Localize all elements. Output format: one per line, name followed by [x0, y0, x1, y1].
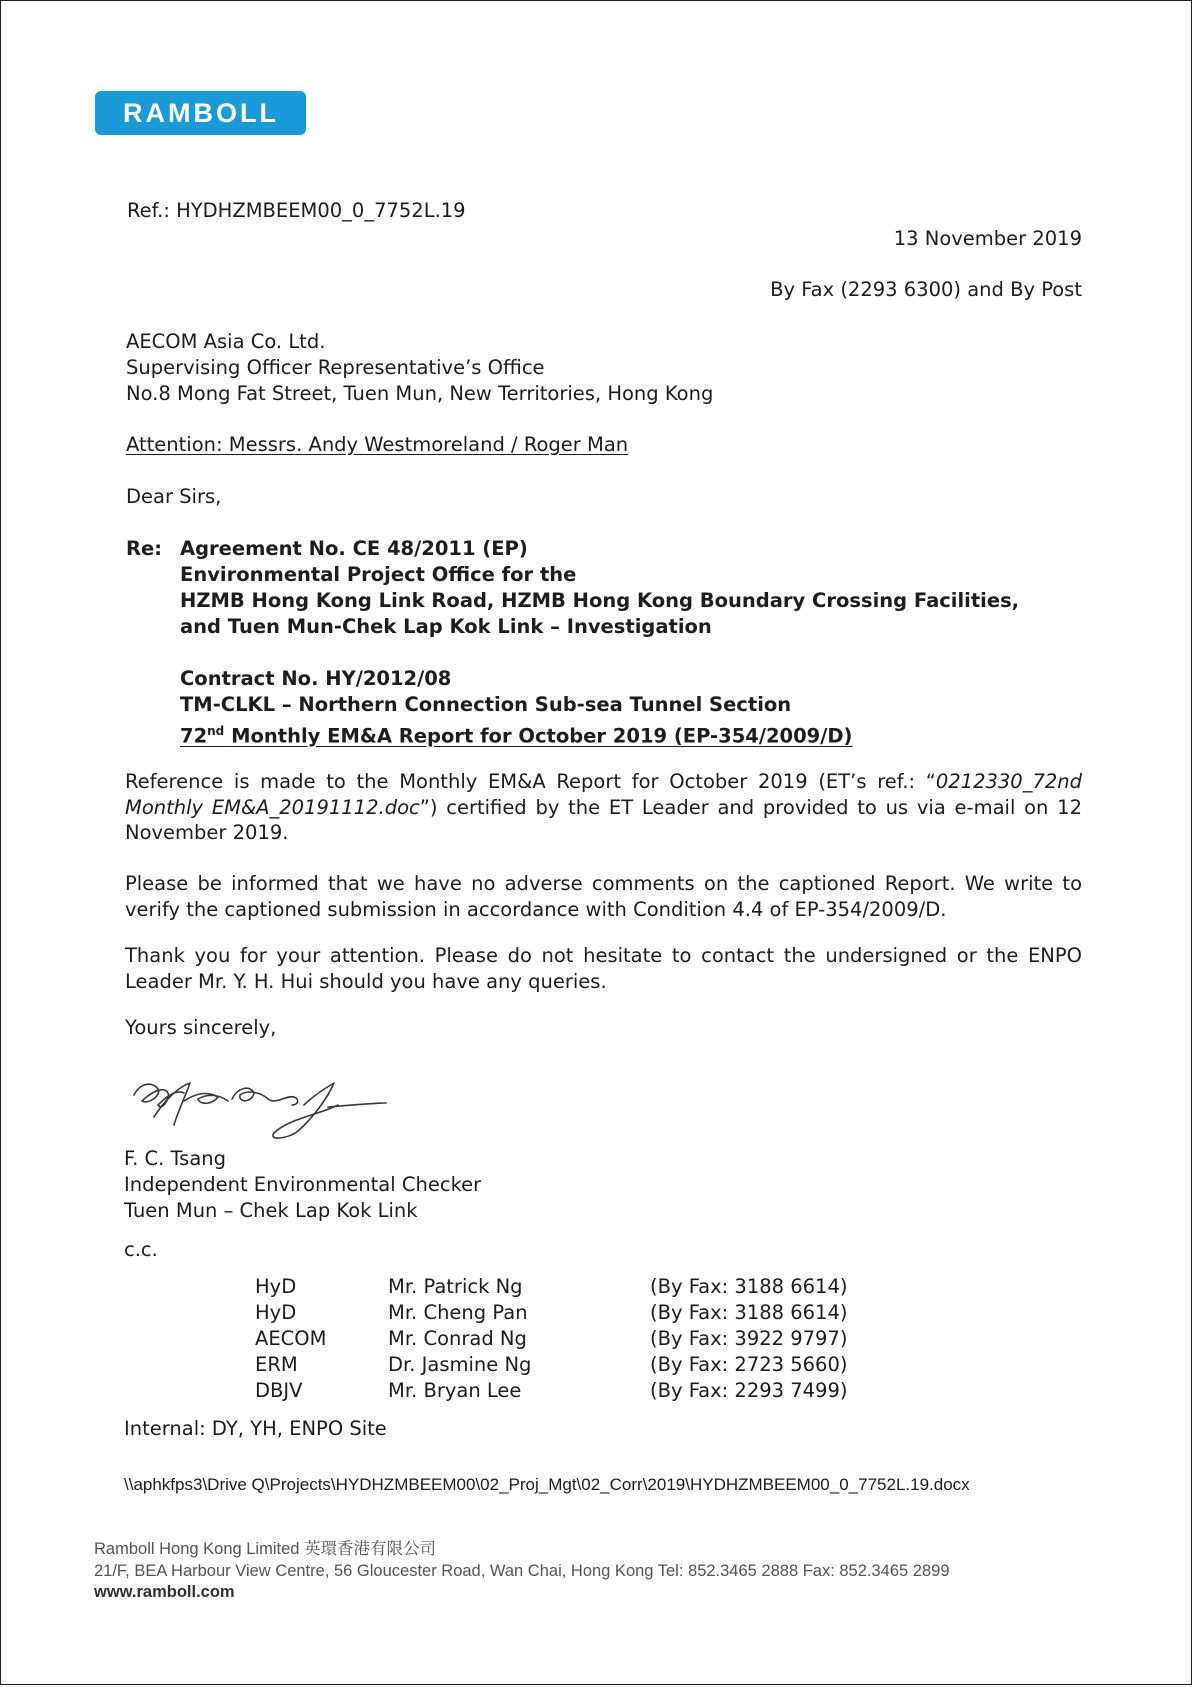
body-paragraph-3: Thank you for your attention. Please do not hesitate to contact the undersigned or the ENPO Leader Mr. Y. H. Hui should you have any queries.	[125, 944, 1082, 993]
delivery-method: By Fax (2293 6300) and By Post	[770, 278, 1082, 301]
cc-row	[255, 1300, 847, 1326]
internal-distribution: Internal: DY, YH, ENPO Site	[124, 1417, 387, 1440]
cc-fax: (By Fax: 2723 5660)	[650, 1353, 848, 1376]
letter-date: 13 November 2019	[893, 227, 1082, 250]
subject-line: Agreement No. CE 48/2011 (EP)	[180, 537, 528, 560]
cc-name: Mr. Cheng Pan	[388, 1301, 528, 1324]
cc-fax: (By Fax: 2293 7499)	[650, 1379, 848, 1402]
cc-fax: (By Fax: 3188 6614)	[650, 1301, 848, 1324]
cc-org: HyD	[255, 1275, 297, 1298]
cc-row	[255, 1352, 847, 1378]
cc-list	[255, 1274, 847, 1404]
signatory-name: F. C. Tsang	[124, 1147, 227, 1170]
body-paragraph-1: Reference is made to the Monthly EM&A Report for October 2019 (ET’s ref.: “0212330_72nd Monthly EM&A_20191112.doc”) certified by the ET Leader and provided to us via e-mail on 12 November 2019.	[125, 770, 1082, 844]
signatory-block	[124, 1146, 481, 1224]
cc-name: Mr. Bryan Lee	[388, 1379, 522, 1402]
closing: Yours sincerely,	[125, 1016, 277, 1039]
cc-name: Mr. Patrick Ng	[388, 1275, 523, 1298]
cc-fax: (By Fax: 3922 9797)	[650, 1327, 848, 1350]
cc-fax: (By Fax: 3188 6614)	[650, 1275, 848, 1298]
addressee-block	[126, 329, 713, 407]
cc-name: Dr. Jasmine Ng	[388, 1353, 532, 1376]
cc-row	[255, 1274, 847, 1300]
body-paragraph-2: Please be informed that we have no adverse comments on the captioned Report. We write to verify the captioned submission in accordance with Condition 4.4 of EP-354/2009/D.	[125, 872, 1082, 921]
cc-name: Mr. Conrad Ng	[388, 1327, 527, 1350]
salutation: Dear Sirs,	[126, 485, 222, 508]
footer-website: www.ramboll.com	[94, 1583, 235, 1601]
cc-org: ERM	[255, 1353, 298, 1376]
footer-address: 21/F, BEA Harbour View Centre, 56 Gloucester Road, Wan Chai, Hong Kong Tel: 852.3465 2888 Fax: 852.3465 2899	[94, 1562, 950, 1580]
handwritten-signature	[128, 1075, 398, 1141]
cc-label: c.c.	[124, 1238, 158, 1261]
svg-text:RAMBOLL: RAMBOLL	[122, 98, 279, 128]
contract-line: Contract No. HY/2012/08	[180, 667, 452, 690]
footer-company: Ramboll Hong Kong Limited 英環香港有限公司	[94, 1540, 437, 1558]
file-path: \\aphkfps3\Drive Q\Projects\HYDHZMBEEM00\02_Proj_Mgt\02_Corr\2019\HYDHZMBEEM00_0_7752L.19.docx	[124, 1475, 970, 1494]
signatory-project: Tuen Mun – Chek Lap Kok Link	[124, 1199, 418, 1222]
addressee-line: Supervising Officer Representative’s Office	[126, 356, 545, 379]
cc-row	[255, 1326, 847, 1352]
cc-org: HyD	[255, 1301, 297, 1324]
addressee-line: No.8 Mong Fat Street, Tuen Mun, New Territories, Hong Kong	[126, 382, 714, 405]
contract-block	[180, 666, 852, 750]
cc-org: AECOM	[255, 1327, 327, 1350]
ramboll-logo-wordmark	[111, 98, 291, 128]
signatory-title: Independent Environmental Checker	[124, 1173, 482, 1196]
cc-org: DBJV	[255, 1379, 303, 1402]
ramboll-logo	[95, 91, 306, 135]
contract-line: TM-CLKL – Northern Connection Sub-sea Tunnel Section	[180, 693, 792, 716]
addressee-line: AECOM Asia Co. Ltd.	[126, 330, 326, 353]
report-title: 72nd Monthly EM&A Report for October 2019 (EP-354/2009/D)	[180, 724, 853, 748]
re-label: Re:	[126, 537, 163, 560]
subject-line: and Tuen Mun-Chek Lap Kok Link – Investigation	[180, 615, 712, 638]
cc-row	[255, 1378, 847, 1404]
subject-line: Environmental Project Office for the	[180, 563, 577, 586]
reference-number: Ref.: HYDHZMBEEM00_0_7752L.19	[127, 199, 466, 222]
subject-line: HZMB Hong Kong Link Road, HZMB Hong Kong Boundary Crossing Facilities,	[180, 589, 1020, 612]
re-subject-block	[180, 536, 1019, 640]
attention-line: Attention: Messrs. Andy Westmoreland / Roger Man	[126, 433, 629, 456]
